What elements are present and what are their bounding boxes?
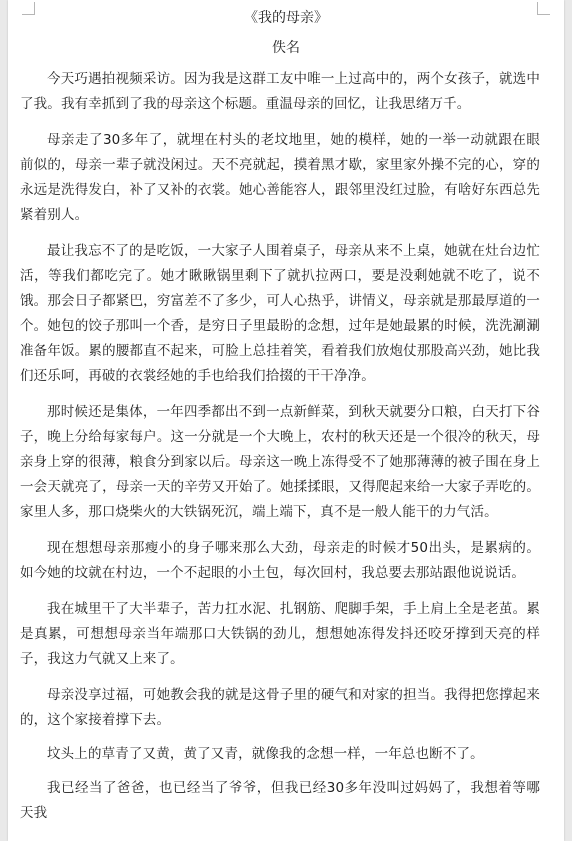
paragraph: 那时候还是集体，一年四季都出不到一点新鲜菜，到秋天就要分口粮，白天打下谷子，晚上分给每家每户。这一分就是一个大晚上，农村的秋天还是一个很冷的秋天，母亲身上穿的很薄，粮食分到家以后。母亲这一晚上冻得受不了她那薄薄的被子围在身上一会天就亮了，母亲一天的辛劳又开始了。她揉揉眼，又得爬起来给一大家子弄吃的。家里人多，那口烧柴火的大铁锅死沉，端上端下，真不是一般人能干的力气活。 <box>20 404 540 520</box>
paragraph: 我在城里干了大半辈子，苦力扛水泥、扎钢筋、爬脚手架，手上肩上全是老茧。累是真累，可想想母亲当年端那口大铁锅的劲儿，想想她冻得发抖还咬牙撑到天亮的样子，我这力气就又上来了。 <box>20 601 540 667</box>
paragraph: 现在想想母亲那瘦小的身子哪来那么大劲，母亲走的时候才50出头，是累病的。如今她的坟就在村边，一个不起眼的小土包，每次回村，我总要去那站跟他说说话。 <box>20 540 540 581</box>
document-page <box>8 0 564 841</box>
paragraph: 坟头上的草青了又黄，黄了又青，就像我的念想一样，一年总也断不了。 <box>47 746 484 762</box>
document-title: 《我的母亲》 <box>244 10 328 26</box>
paragraph: 今天巧遇拍视频采访。因为我是这群工友中唯一上过高中的，两个女孩子，就选中了我。我有幸抓到了我的母亲这个标题。重温母亲的回忆，让我思绪万千。 <box>20 71 540 112</box>
paragraph: 母亲走了30多年了，就埋在村头的老坟地里，她的模样，她的一举一动就跟在眼前似的，母亲一辈子就没闲过。天不亮就起，摸着黑才歇，家里家外操不完的心，穿的永远是洗得发白，补了又补的衣裳。她心善能容人，跟邻里没红过脸，有啥好东西总先紧着别人。 <box>20 132 540 223</box>
paragraph: 母亲没享过福，可她教会我的就是这骨子里的硬气和对家的担当。我得把您撑起来的，这个家接着撑下去。 <box>20 687 540 728</box>
document-body <box>20 67 540 826</box>
document-author: 佚名 <box>272 40 300 56</box>
paragraph: 最让我忘不了的是吃饭，一大家子人围着桌子，母亲从来不上桌，她就在灶台边忙活，等我们都吃完了。她才瞅瞅锅里剩下了就扒拉两口，要是没剩她就不吃了，说不饿。那会日子都紧巴，穷富差不了多少，可人心热乎，讲情义，母亲就是那最厚道的一个。她包的饺子那叫一个香，是穷日子里最盼的念想，过年是她最累的时候，洗洗涮涮准备年饭。累的腰都直不起来，可脸上总挂着笑，看着我们放炮仗那股高兴劲，她比我们还乐呵，再破的衣裳经她的手也给我们拾掇的干干净净。 <box>20 243 540 384</box>
paragraph: 我已经当了爸爸，也已经当了爷爷，但我已经30多年没叫过妈妈了，我想着等哪天我 <box>20 780 540 821</box>
